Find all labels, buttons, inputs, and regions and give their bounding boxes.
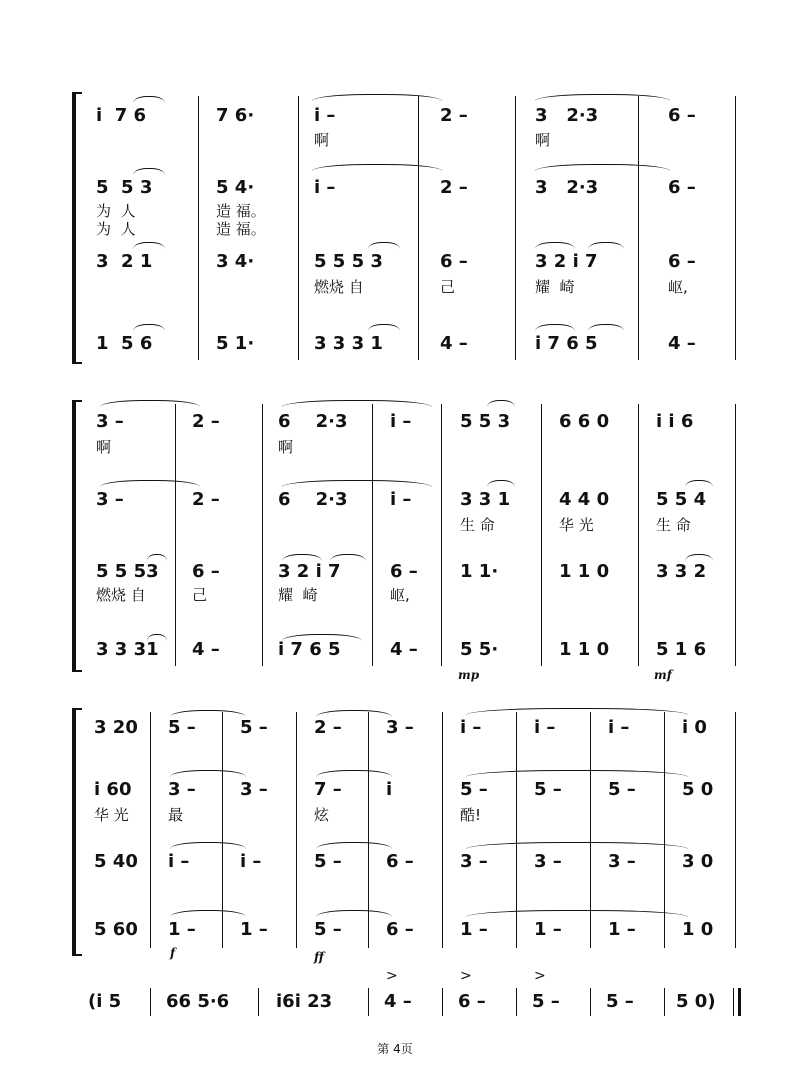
note-group: 6 2·3 — [278, 411, 348, 432]
lyric: 啊 — [278, 438, 294, 456]
note-group: 3 3 2 — [656, 561, 707, 582]
note-group: 6 – — [386, 851, 414, 872]
dynamic-mark: ff — [314, 950, 324, 964]
barline — [738, 988, 741, 1016]
note-group: i – — [460, 717, 482, 738]
note-group: 2 – — [440, 105, 468, 126]
slur — [170, 910, 246, 917]
slur — [133, 168, 165, 175]
lyric: 为 人 — [96, 220, 136, 238]
note-group: 1 – — [460, 919, 488, 940]
note-group: 5 – — [314, 851, 342, 872]
barline — [262, 404, 263, 666]
note-group: 6 – — [668, 251, 696, 272]
note-group: 3 – — [534, 851, 562, 872]
barline — [368, 988, 369, 1016]
slur — [330, 554, 366, 561]
note-group: (i 5 — [88, 991, 122, 1012]
note-group: 5 0 — [682, 779, 714, 800]
barline — [515, 96, 516, 360]
slur — [535, 242, 575, 249]
barline — [198, 96, 199, 360]
barline — [296, 712, 297, 948]
dynamic-mark: mf — [654, 668, 672, 682]
note-group: i 7 6 — [96, 105, 147, 126]
note-group: 3 0 — [682, 851, 714, 872]
note-group: 4 – — [192, 639, 220, 660]
note-group: 5 0) — [676, 991, 716, 1012]
slur — [170, 842, 246, 849]
barline — [442, 988, 443, 1016]
note-group: 4 – — [384, 991, 412, 1012]
slur — [316, 910, 392, 917]
dynamic-mark: f — [170, 946, 176, 960]
barline — [150, 712, 151, 948]
slur — [133, 324, 165, 331]
note-group: i 7 6 5 — [278, 639, 341, 660]
slur — [282, 554, 322, 561]
accent-mark: > — [460, 968, 472, 984]
note-group: 1 – — [168, 919, 196, 940]
barline — [372, 404, 373, 666]
note-group: 3 – — [240, 779, 268, 800]
note-group: i — [386, 779, 393, 800]
lyric: 己 — [440, 278, 456, 296]
barline — [298, 96, 299, 360]
note-group: 3 3 31 — [96, 639, 159, 660]
lyric: 耀 崎 — [535, 278, 575, 296]
note-group: 5 5 5 3 — [314, 251, 383, 272]
note-group: 5 – — [168, 717, 196, 738]
note-group: 1 5 6 — [96, 333, 153, 354]
system-2-brace — [72, 400, 82, 672]
note-group: 5 1· — [216, 333, 255, 354]
note-group: i 7 6 5 — [535, 333, 598, 354]
note-group: i – — [240, 851, 262, 872]
note-group: 5 1 6 — [656, 639, 707, 660]
note-group: 6 – — [386, 919, 414, 940]
lyric: 己 — [192, 586, 208, 604]
slur — [588, 242, 624, 249]
lyric: 岖, — [668, 278, 688, 296]
note-group: i – — [534, 717, 556, 738]
note-group: i 0 — [682, 717, 707, 738]
lyric: 造 福。 — [216, 202, 266, 220]
note-group: 5 – — [608, 779, 636, 800]
note-group: i – — [168, 851, 190, 872]
lyric: 耀 崎 — [278, 586, 318, 604]
note-group: 3 – — [386, 717, 414, 738]
barline — [516, 988, 517, 1016]
note-group: 5 60 — [94, 919, 138, 940]
note-group: 6 2·3 — [278, 489, 348, 510]
note-group: 5 5 4 — [656, 489, 707, 510]
lyric: 生 命 — [460, 516, 495, 534]
barline — [442, 712, 443, 948]
dynamic-mark: mp — [458, 668, 480, 682]
note-group: 1 – — [534, 919, 562, 940]
slur — [466, 708, 688, 715]
slur — [588, 324, 624, 331]
note-group: 3 – — [608, 851, 636, 872]
note-group: 5 5 3 — [96, 177, 153, 198]
lyric: 酷! — [460, 806, 482, 824]
note-group: 5 4· — [216, 177, 255, 198]
slur — [535, 324, 575, 331]
note-group: 5 – — [240, 717, 268, 738]
slur — [466, 842, 688, 849]
slur — [133, 96, 165, 103]
lyric: 啊 — [96, 438, 112, 456]
barline — [541, 404, 542, 666]
lyric: 燃烧 自 — [314, 278, 364, 296]
note-group: 1 – — [608, 919, 636, 940]
note-group: 1 0 — [682, 919, 714, 940]
note-group: 3 – — [96, 489, 124, 510]
note-group: 5 5 3 — [460, 411, 511, 432]
note-group: 5 – — [532, 991, 560, 1012]
slur — [170, 770, 246, 777]
note-group: 3 20 — [94, 717, 138, 738]
lyric: 最 — [168, 806, 184, 824]
barline — [733, 988, 734, 1016]
note-group: 5 – — [606, 991, 634, 1012]
slur — [466, 910, 688, 917]
lyric: 啊 — [314, 131, 330, 149]
slur — [100, 400, 200, 407]
note-group: 6 – — [192, 561, 220, 582]
slur — [535, 94, 670, 101]
barline — [590, 988, 591, 1016]
slur — [316, 842, 392, 849]
slur — [312, 94, 442, 101]
note-group: 2 – — [192, 411, 220, 432]
note-group: 1 – — [240, 919, 268, 940]
slur — [535, 164, 670, 171]
lyric: 生 命 — [656, 516, 691, 534]
lyric: 炫 — [314, 806, 330, 824]
note-group: 5 – — [534, 779, 562, 800]
accent-mark: > — [386, 968, 398, 984]
note-group: 4 – — [390, 639, 418, 660]
note-group: 3 3 3 1 — [314, 333, 383, 354]
note-group: i – — [608, 717, 630, 738]
barline — [735, 96, 736, 360]
note-group: 1 1 0 — [559, 561, 610, 582]
slur — [368, 242, 400, 249]
note-group: 66 5·6 — [166, 991, 230, 1012]
note-group: 6 – — [440, 251, 468, 272]
accent-mark: > — [534, 968, 546, 984]
slur — [316, 710, 392, 717]
note-group: 3 – — [168, 779, 196, 800]
slur — [282, 480, 432, 487]
note-group: i – — [390, 411, 412, 432]
note-group: 3 2 i 7 — [278, 561, 341, 582]
barline — [638, 96, 639, 360]
note-group: 1 1· — [460, 561, 499, 582]
note-group: 5 5· — [460, 639, 499, 660]
barline — [418, 96, 419, 360]
slur — [282, 400, 432, 407]
slur — [487, 400, 515, 407]
page-number: 第 4页 — [377, 1042, 413, 1056]
note-group: 3 2·3 — [535, 177, 599, 198]
slur — [685, 480, 713, 487]
note-group: 3 – — [96, 411, 124, 432]
barline — [441, 404, 442, 666]
note-group: 6 – — [668, 105, 696, 126]
note-group: i – — [314, 105, 336, 126]
slur — [100, 480, 200, 487]
note-group: i – — [314, 177, 336, 198]
system-3-brace — [72, 708, 82, 956]
note-group: 2 – — [192, 489, 220, 510]
note-group: 1 1 0 — [559, 639, 610, 660]
lyric: 华 光 — [94, 806, 129, 824]
barline — [638, 404, 639, 666]
lyric: 啊 — [535, 131, 551, 149]
lyric: 华 光 — [559, 516, 594, 534]
note-group: 5 5 53 — [96, 561, 159, 582]
note-group: 6 – — [668, 177, 696, 198]
note-group: 6 6 0 — [559, 411, 610, 432]
note-group: 3 3 1 — [460, 489, 511, 510]
slur — [368, 324, 400, 331]
note-group: 5 – — [314, 919, 342, 940]
note-group: 4 4 0 — [559, 489, 610, 510]
note-group: 3 2 1 — [96, 251, 153, 272]
note-group: 7 6· — [216, 105, 255, 126]
note-group: i – — [390, 489, 412, 510]
note-group: i 60 — [94, 779, 132, 800]
slur — [170, 710, 246, 717]
lyric: 岖, — [390, 586, 410, 604]
slur — [312, 164, 442, 171]
note-group: 2 – — [440, 177, 468, 198]
note-group: 5 40 — [94, 851, 138, 872]
barline — [150, 988, 151, 1016]
note-group: 5 – — [460, 779, 488, 800]
note-group: 3 2·3 — [535, 105, 599, 126]
slur — [487, 480, 515, 487]
slur — [685, 554, 713, 561]
note-group: 2 – — [314, 717, 342, 738]
lyric: 燃烧 自 — [96, 586, 146, 604]
lyric: 为 人 — [96, 202, 136, 220]
note-group: 7 – — [314, 779, 342, 800]
barline — [664, 988, 665, 1016]
note-group: 4 – — [440, 333, 468, 354]
note-group: i i 6 — [656, 411, 694, 432]
slur — [133, 242, 165, 249]
slur — [316, 770, 392, 777]
note-group: 6 – — [390, 561, 418, 582]
barline — [175, 404, 176, 666]
note-group: 3 4· — [216, 251, 255, 272]
barline — [735, 712, 736, 948]
barline — [258, 988, 259, 1016]
system-1-brace — [72, 92, 82, 364]
note-group: i6i 23 — [276, 991, 333, 1012]
note-group: 4 – — [668, 333, 696, 354]
slur — [147, 554, 167, 561]
barline — [735, 404, 736, 666]
lyric: 造 福。 — [216, 220, 266, 238]
note-group: 3 – — [460, 851, 488, 872]
slur — [466, 770, 688, 777]
note-group: 6 – — [458, 991, 486, 1012]
note-group: 3 2 i 7 — [535, 251, 598, 272]
